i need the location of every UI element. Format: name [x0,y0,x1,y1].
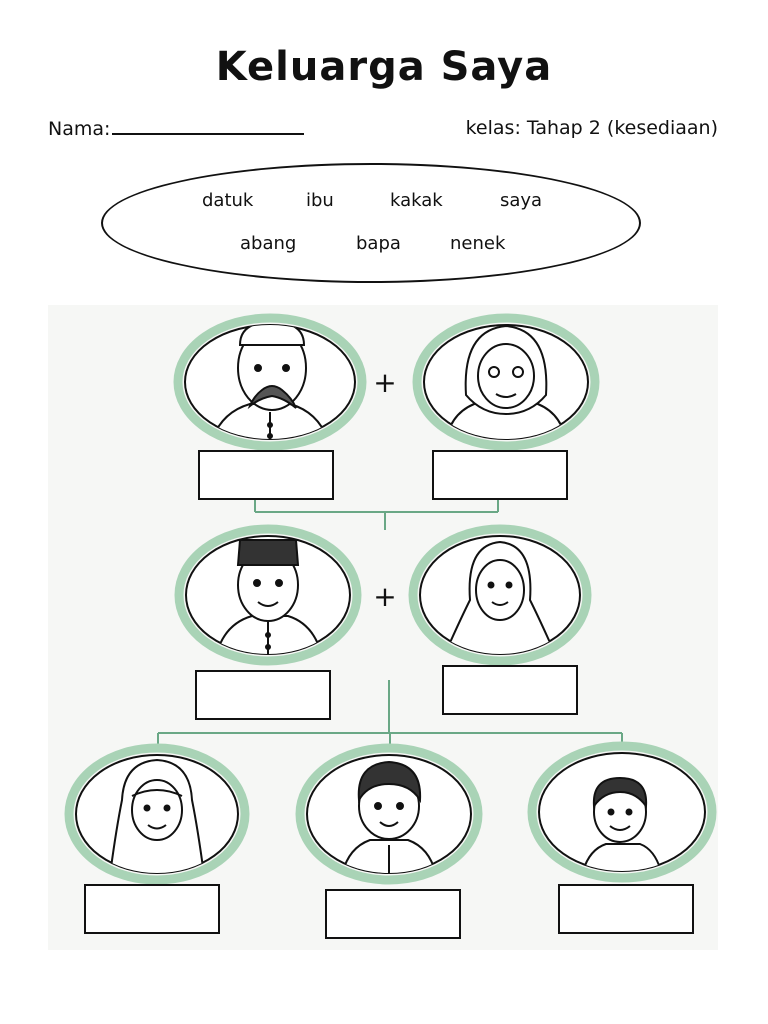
answer-box-sister[interactable] [84,884,220,934]
answer-box-grandfather[interactable] [198,450,334,500]
answer-box-mother[interactable] [442,665,578,715]
answer-box-brother[interactable] [325,889,461,939]
answer-box-me[interactable] [558,884,694,934]
page-title: Keluarga Saya [215,44,553,90]
class-label: kelas: Tahap 2 (kesediaan) [465,117,718,139]
answer-box-grandmother[interactable] [432,450,568,500]
father-portrait [179,529,357,661]
word-abang: abang [240,233,297,254]
brother-portrait [300,748,478,880]
grandfather-portrait [178,318,362,446]
mother-portrait [413,529,587,661]
answer-box-father[interactable] [195,670,331,720]
grandmother-portrait [417,318,595,446]
sister-portrait [69,748,245,880]
word-datuk: datuk [202,190,254,211]
word-kakak: kakak [390,190,443,211]
name-label: Nama: [48,118,111,140]
word-ibu: ibu [306,190,334,211]
word-bapa: bapa [356,233,401,254]
little-boy-portrait [532,746,712,878]
plus-sign-grandparents: + [373,366,397,399]
word-nenek: nenek [450,233,506,254]
plus-sign-parents: + [373,580,397,613]
word-saya: saya [500,190,543,211]
